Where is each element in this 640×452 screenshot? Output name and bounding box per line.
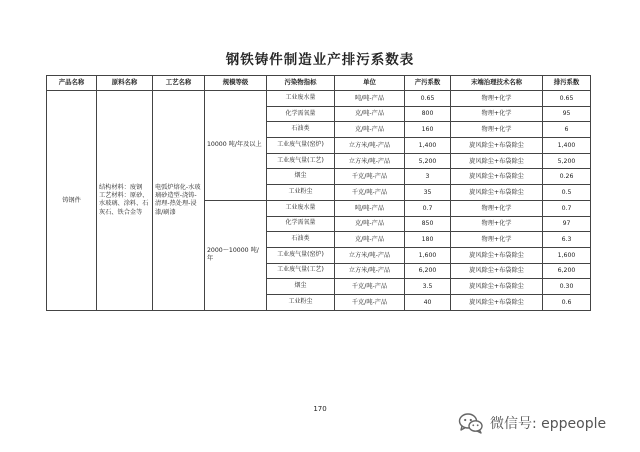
header-discharge-coefficient: 排污系数 [543, 76, 591, 91]
header-treatment-technology: 末端治理技术名称 [451, 76, 543, 91]
pollutant-cell: 烟尘 [267, 279, 335, 295]
header-scale: 规模等级 [205, 76, 267, 91]
generation-coefficient-cell: 160 [405, 122, 451, 138]
generation-coefficient-cell: 5,200 [405, 153, 451, 169]
generation-coefficient-cell: 40 [405, 294, 451, 310]
discharge-coefficient-cell: 6 [543, 122, 591, 138]
page-number: 170 [313, 405, 327, 413]
pollutant-cell: 工业废气量(工艺) [267, 153, 335, 169]
unit-cell: 立方米/吨-产品 [335, 153, 405, 169]
generation-coefficient-cell: 3.5 [405, 279, 451, 295]
unit-cell: 立方米/吨-产品 [335, 138, 405, 154]
pollutant-cell: 工业废水量 [267, 91, 335, 107]
discharge-coefficient-cell: 0.6 [543, 294, 591, 310]
generation-coefficient-cell: 0.7 [405, 200, 451, 216]
emission-coefficient-table [46, 75, 591, 311]
discharge-coefficient-cell: 6.3 [543, 232, 591, 248]
generation-coefficient-cell: 850 [405, 216, 451, 232]
pollutant-cell: 石油类 [267, 232, 335, 248]
generation-coefficient-cell: 1,600 [405, 247, 451, 263]
generation-coefficient-cell: 3 [405, 169, 451, 185]
product-name-cell: 铸钢件 [47, 91, 97, 311]
discharge-coefficient-cell: 0.30 [543, 279, 591, 295]
pollutant-cell: 化学需氧量 [267, 106, 335, 122]
treatment-technology-cell: 旋风除尘+布袋除尘 [451, 153, 543, 169]
generation-coefficient-cell: 800 [405, 106, 451, 122]
generation-coefficient-cell: 0.65 [405, 91, 451, 107]
generation-coefficient-cell: 6,200 [405, 263, 451, 279]
unit-cell: 克/吨-产品 [335, 232, 405, 248]
header-product: 产品名称 [47, 76, 97, 91]
treatment-technology-cell: 物理+化学 [451, 216, 543, 232]
header-raw-material: 原料名称 [97, 76, 153, 91]
unit-cell: 立方米/吨-产品 [335, 263, 405, 279]
header-unit: 单位 [335, 76, 405, 91]
unit-cell: 克/吨-产品 [335, 216, 405, 232]
treatment-technology-cell: 旋风除尘+布袋除尘 [451, 279, 543, 295]
discharge-coefficient-cell: 1,400 [543, 138, 591, 154]
treatment-technology-cell: 旋风除尘+布袋除尘 [451, 294, 543, 310]
pollutant-cell: 工业粉尘 [267, 185, 335, 201]
treatment-technology-cell: 物理+化学 [451, 232, 543, 248]
scale-level-cell: 10000 吨/年及以上 [205, 91, 267, 201]
discharge-coefficient-cell: 0.7 [543, 200, 591, 216]
header-process: 工艺名称 [153, 76, 205, 91]
treatment-technology-cell: 旋风除尘+布袋除尘 [451, 185, 543, 201]
pollutant-cell: 石油类 [267, 122, 335, 138]
treatment-technology-cell: 旋风除尘+布袋除尘 [451, 169, 543, 185]
pollutant-cell: 工业废气量(窑炉) [267, 247, 335, 263]
treatment-technology-cell: 旋风除尘+布袋除尘 [451, 263, 543, 279]
treatment-technology-cell: 物理+化学 [451, 91, 543, 107]
discharge-coefficient-cell: 0.5 [543, 185, 591, 201]
unit-cell: 立方米/吨-产品 [335, 247, 405, 263]
discharge-coefficient-cell: 0.26 [543, 169, 591, 185]
pollutant-cell: 工业废气量(工艺) [267, 263, 335, 279]
unit-cell: 千克/吨-产品 [335, 185, 405, 201]
discharge-coefficient-cell: 1,600 [543, 247, 591, 263]
wechat-icon [458, 412, 484, 434]
discharge-coefficient-cell: 6,200 [543, 263, 591, 279]
header-generation-coefficient: 产污系数 [405, 76, 451, 91]
pollutant-cell: 工业废水量 [267, 200, 335, 216]
generation-coefficient-cell: 35 [405, 185, 451, 201]
treatment-technology-cell: 旋风除尘+布袋除尘 [451, 247, 543, 263]
unit-cell: 吨/吨-产品 [335, 200, 405, 216]
table-header-row [47, 76, 591, 91]
pollutant-cell: 化学需氧量 [267, 216, 335, 232]
discharge-coefficient-cell: 95 [543, 106, 591, 122]
generation-coefficient-cell: 180 [405, 232, 451, 248]
pollutant-cell: 工业废气量(窑炉) [267, 138, 335, 154]
unit-cell: 克/吨-产品 [335, 106, 405, 122]
unit-cell: 千克/吨-产品 [335, 279, 405, 295]
header-pollutant: 污染物指标 [267, 76, 335, 91]
watermark-text: 微信号: eppeople [490, 416, 607, 432]
table-row [47, 91, 591, 107]
treatment-technology-cell: 物理+化学 [451, 122, 543, 138]
process-name-cell: 电弧炉熔化-水玻璃砂造型-浇铸-清理-热处理-浸漆/刷漆 [153, 91, 205, 311]
unit-cell: 千克/吨-产品 [335, 169, 405, 185]
generation-coefficient-cell: 1,400 [405, 138, 451, 154]
discharge-coefficient-cell: 0.65 [543, 91, 591, 107]
pollutant-cell: 烟尘 [267, 169, 335, 185]
pollutant-cell: 工业粉尘 [267, 294, 335, 310]
document-title: 钢铁铸件制造业产排污系数表 [225, 52, 415, 68]
raw-material-cell: 结构材料：废钢 工艺材料：原砂、水玻璃、涂料、石灰石、铁合金等 [97, 91, 153, 311]
unit-cell: 吨/吨-产品 [335, 91, 405, 107]
scale-level-cell: 2000～10000 吨/年 [205, 200, 267, 310]
unit-cell: 千克/吨-产品 [335, 294, 405, 310]
discharge-coefficient-cell: 5,200 [543, 153, 591, 169]
treatment-technology-cell: 旋风除尘+布袋除尘 [451, 138, 543, 154]
wechat-watermark [458, 410, 606, 436]
treatment-technology-cell: 物理+化学 [451, 106, 543, 122]
treatment-technology-cell: 物理+化学 [451, 200, 543, 216]
unit-cell: 克/吨-产品 [335, 122, 405, 138]
discharge-coefficient-cell: 97 [543, 216, 591, 232]
